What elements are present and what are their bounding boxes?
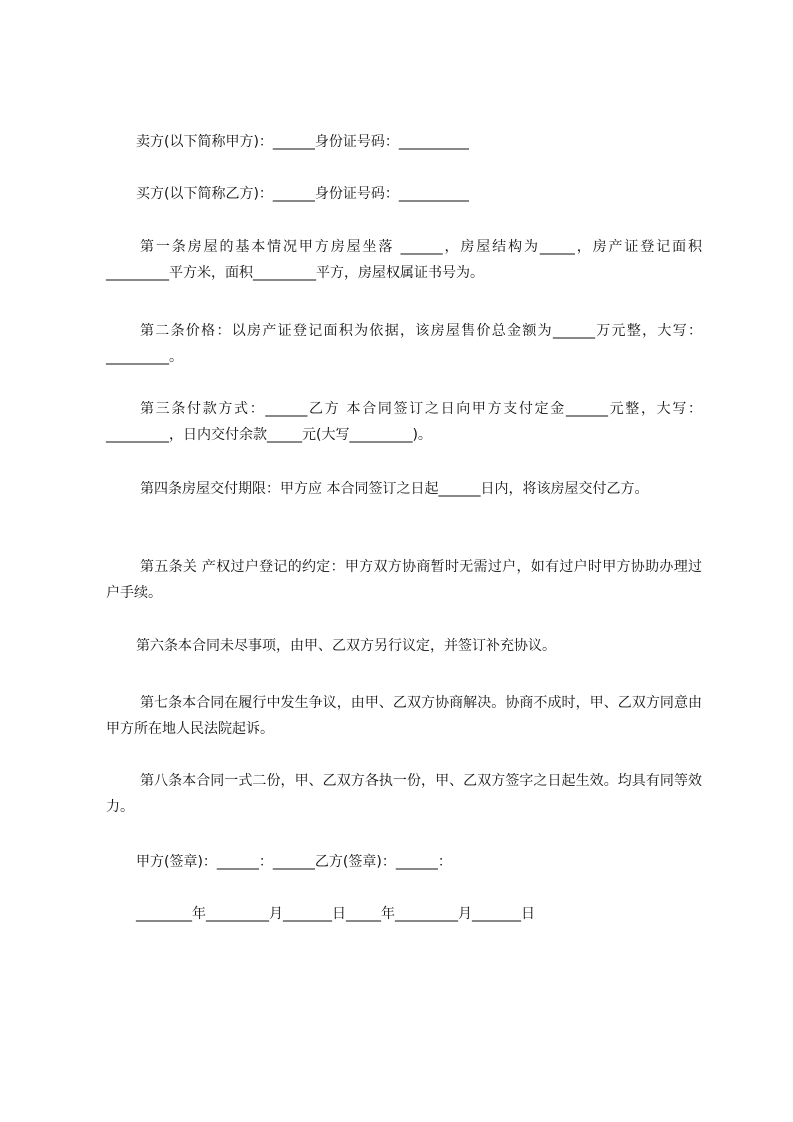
date-line: ________年_________月_______日_____年_________月_______日 xyxy=(136,906,535,922)
article-5: 第五条关 产权过户登记的约定：甲方双方协商暂时无需过户，如有过户时甲方协助办理过户手续。 xyxy=(106,559,702,601)
article-2: 第二条价格：以房产证登记面积为依据，该房屋售价总金额为______万元整，大写：_________。 xyxy=(106,323,702,365)
seller-line: 卖方(以下简称甲方)：______身份证号码：__________ xyxy=(136,134,469,150)
article-3: 第三条付款方式：______乙方 本合同签订之日向甲方支付定金______元整，大写：_________，日内交付余款_____元(大写_________)。 xyxy=(106,401,702,443)
article-1: 第一条房屋的基本情况甲方房屋坐落 ______，房屋结构为_____，房产证登记面积_________平方米，面积_________平方，房屋权属证书号为。 xyxy=(106,239,702,281)
article-8: 第八条本合同一式二份，甲、乙双方各执一份，甲、乙双方签字之日起生效。均具有同等效力。 xyxy=(106,773,702,815)
article-4: 第四条房屋交付期限：甲方应 本合同签订之日起______日内，将该房屋交付乙方。 xyxy=(140,481,649,497)
article-7: 第七条本合同在履行中发生争议，由甲、乙双方协商解决。协商不成时，甲、乙双方同意由甲方所在地人民法院起诉。 xyxy=(106,695,702,737)
buyer-line: 买方(以下简称乙方)：______身份证号码：__________ xyxy=(136,186,469,202)
article-6: 第六条本合同未尽事项，由甲、乙双方另行议定，并签订补充协议。 xyxy=(136,638,556,654)
signature-line: 甲方(签章)：______：______乙方(签章)：______： xyxy=(136,854,452,870)
